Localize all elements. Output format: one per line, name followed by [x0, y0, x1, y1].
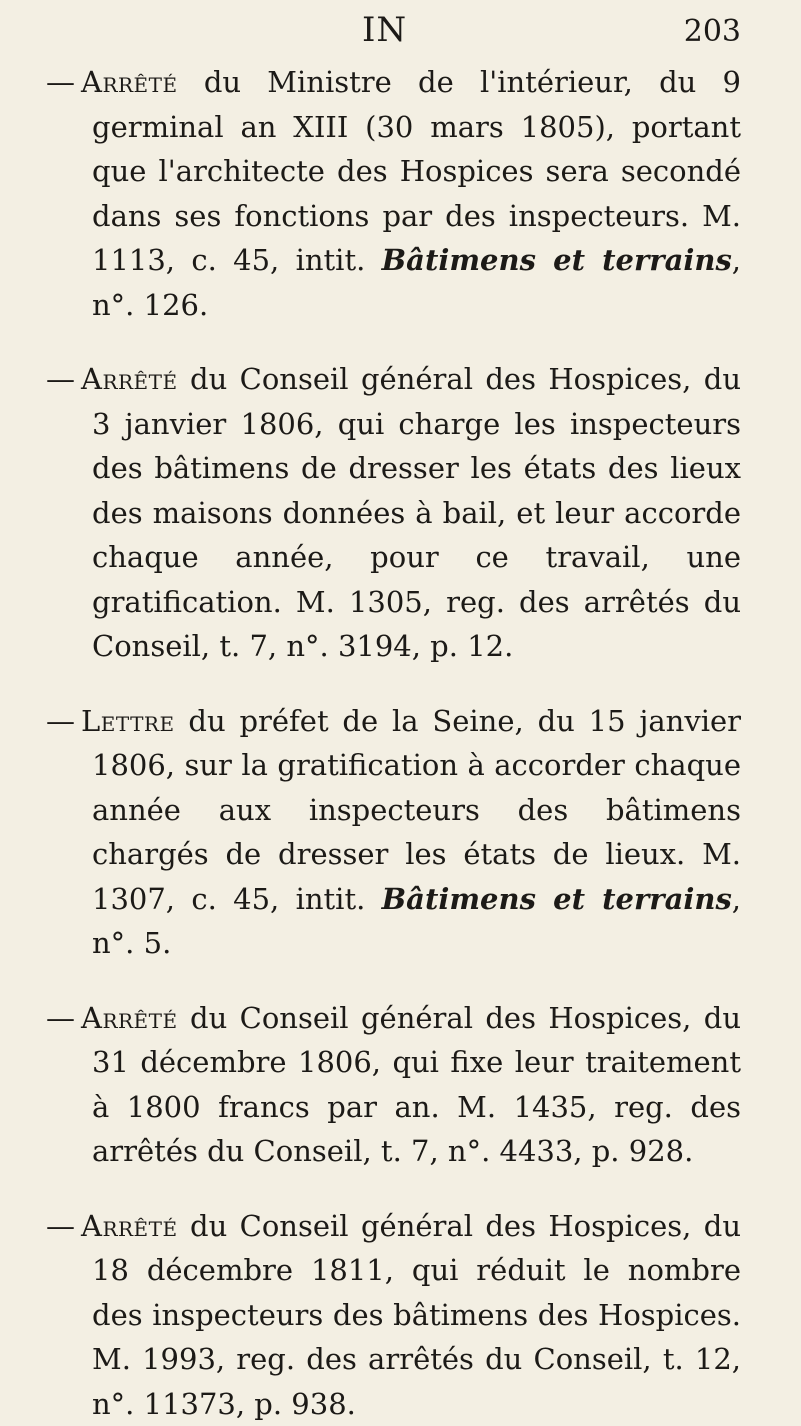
entry-3 [46, 699, 741, 966]
entry-1 [46, 60, 741, 327]
entry-after: , n°. 126. [92, 243, 741, 322]
running-head-title: IN [362, 10, 407, 50]
entry-4 [46, 996, 741, 1174]
entry-5 [46, 1204, 741, 1426]
entry-after: , n°. 5. [92, 882, 741, 961]
entry-italic-title: Bâtimens et terrains [382, 243, 732, 277]
entry-lead: Lettre [81, 704, 175, 738]
entry-dash: — [46, 1001, 75, 1035]
entry-text: du Conseil général des Hospices, du 3 janvier 1806, qui charge les inspecteurs des bâtimens de dresser les états des lieux des maisons données à bail, et leur accorde chaque année, pour ce travail, une gratification. M. 1305, reg. des arrêtés du Conseil, t. 7, n°. 3194, p. 12. [92, 362, 741, 663]
entry-dash: — [46, 1209, 75, 1243]
entry-2 [46, 357, 741, 669]
entry-italic-title: Bâtimens et terrains [382, 882, 732, 916]
page-number: 203 [684, 14, 741, 49]
running-head [46, 0, 741, 60]
entry-dash: — [46, 704, 75, 738]
entry-lead: Arrêté [81, 65, 178, 99]
entry-text: du Conseil général des Hospices, du 18 décembre 1811, qui réduit le nombre des inspecteurs des bâtimens des Hospices. M. 1993, reg. des arrêtés du Conseil, t. 12, n°. 11373, p. 938. [92, 1209, 741, 1421]
entry-text: du Ministre de l'intérieur, du 9 germinal an XIII (30 mars 1805), portant que l'architecte des Hospices sera secondé dans ses fonctions par des inspecteurs. M. 1113, c. 45, intit. [92, 65, 741, 277]
entry-lead: Arrêté [81, 362, 178, 396]
entry-lead: Arrêté [81, 1001, 178, 1035]
entry-text: du préfet de la Seine, du 15 janvier 1806, sur la gratification à accorder chaque année aux inspecteurs des bâtimens chargés de dresser les états de lieux. M. 1307, c. 45, intit. [92, 704, 741, 916]
entry-text: du Conseil général des Hospices, du 31 décembre 1806, qui fixe leur traitement à 1800 francs par an. M. 1435, reg. des arrêtés du Conseil, t. 7, n°. 4433, p. 928. [92, 1001, 741, 1169]
entry-lead: Arrêté [81, 1209, 178, 1243]
entry-dash: — [46, 362, 75, 396]
entry-dash: — [46, 65, 75, 99]
